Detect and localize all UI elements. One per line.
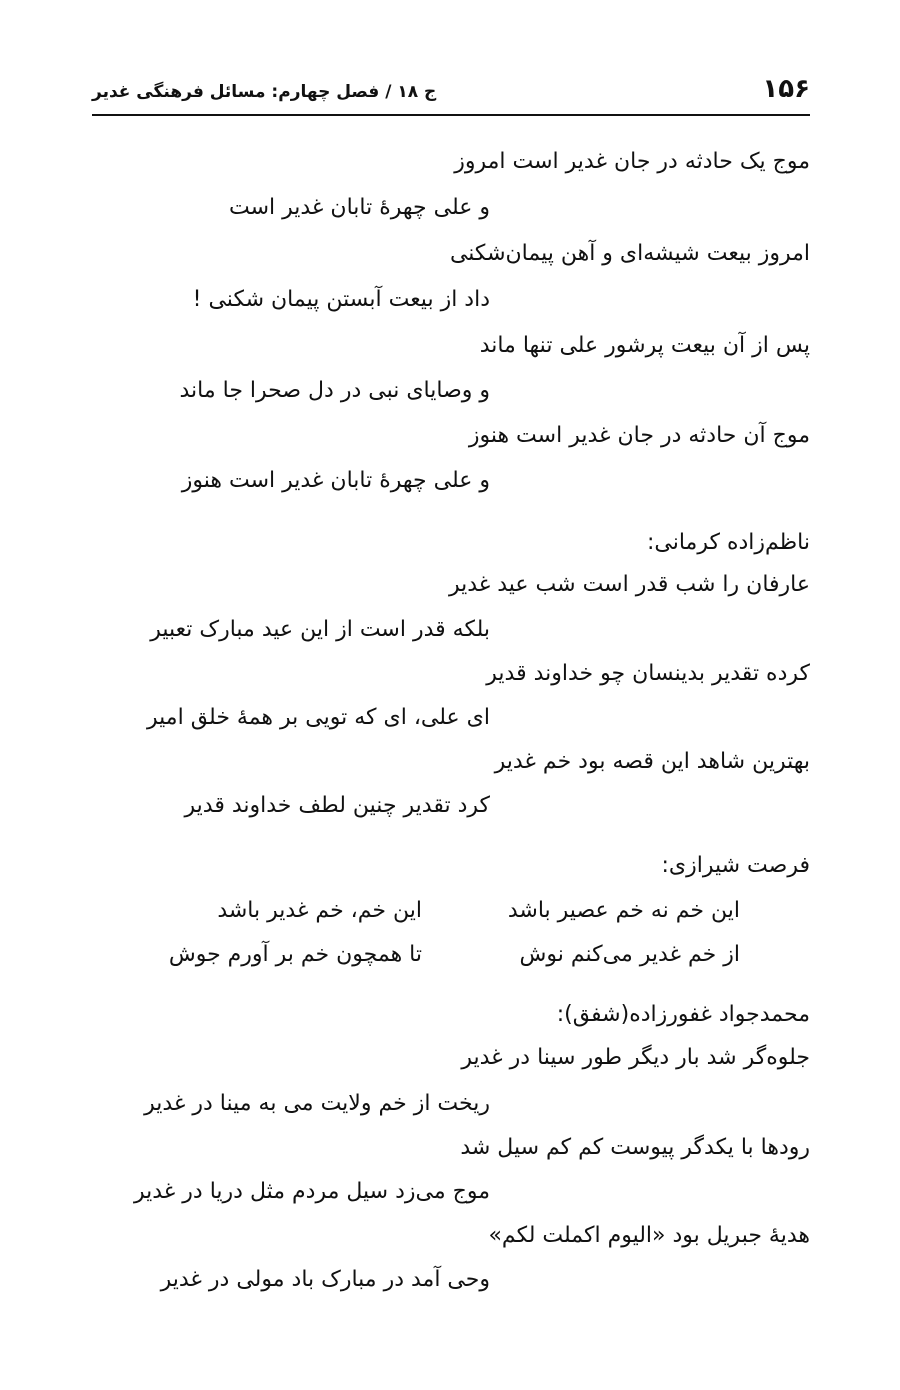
poem-line: رودها با یکدگر پیوست کم کم سیل شد	[460, 1135, 810, 1160]
poem-line: و علی چهرهٔ تابان غدیر است	[228, 195, 490, 220]
couplet-second-hemistich: این خم، خم غدیر باشد	[217, 898, 422, 923]
poem-line: ریخت از خم ولایت می به مینا در غدیر	[144, 1091, 490, 1116]
page-number: ۱۵۶	[762, 74, 810, 104]
poem-line: کرد تقدیر چنین لطف خداوند قدیر	[184, 793, 490, 818]
poem-line: پس از آن بیعت پرشور علی تنها ماند	[479, 333, 810, 358]
poet-name: محمدجواد غفورزاده(شفق):	[556, 1002, 810, 1027]
poem-line: موج یک حادثه در جان غدیر است امروز	[454, 149, 810, 174]
couplet-first-hemistich: از خم غدیر می‌کنم نوش	[519, 942, 740, 967]
poem-line: و وصایای نبی در دل صحرا جا ماند	[179, 378, 490, 403]
poem-line: داد از بیعت آبستن پیمان شکنی !	[192, 287, 490, 312]
running-title: ج ۱۸ / فصل چهارم: مسائل فرهنگی غدیر	[92, 82, 437, 102]
poem-line: هدیهٔ جبریل بود «الیوم اکملت لکم»	[488, 1223, 810, 1248]
poem-line: جلوه‌گر شد بار دیگر طور سینا در غدیر	[461, 1045, 810, 1070]
poem-line: بهترین شاهد این قصه بود خم غدیر	[494, 749, 810, 774]
page-header	[92, 74, 810, 116]
poem-line: موج می‌زد سیل مردم مثل دریا در غدیر	[134, 1179, 490, 1204]
poet-name: ناظم‌زاده کرمانی:	[646, 530, 810, 555]
couplet-first-hemistich: این خم نه خم عصیر باشد	[507, 898, 740, 923]
couplet-second-hemistich: تا همچون خم بر آورم جوش	[168, 942, 422, 967]
poem-line: و علی چهرهٔ تابان غدیر است هنوز	[181, 468, 490, 493]
poem-line: ای علی، ای که تویی بر همهٔ خلق امیر	[147, 705, 490, 730]
poem-line: موج آن حادثه در جان غدیر است هنوز	[468, 423, 810, 448]
poet-name: فرصت شیرازی:	[661, 853, 810, 878]
poem-line: بلکه قدر است از این عید مبارک تعبیر	[150, 617, 490, 642]
poem-line: وحی آمد در مبارک باد مولی در غدیر	[160, 1267, 490, 1292]
poem-line: عارفان را شب قدر است شب عید غدیر	[448, 572, 810, 597]
poem-line: کرده تقدیر بدینسان چو خداوند قدیر	[486, 661, 810, 686]
poem-line: امروز بیعت شیشه‌ای و آهن پیمان‌شکنی	[449, 241, 810, 266]
